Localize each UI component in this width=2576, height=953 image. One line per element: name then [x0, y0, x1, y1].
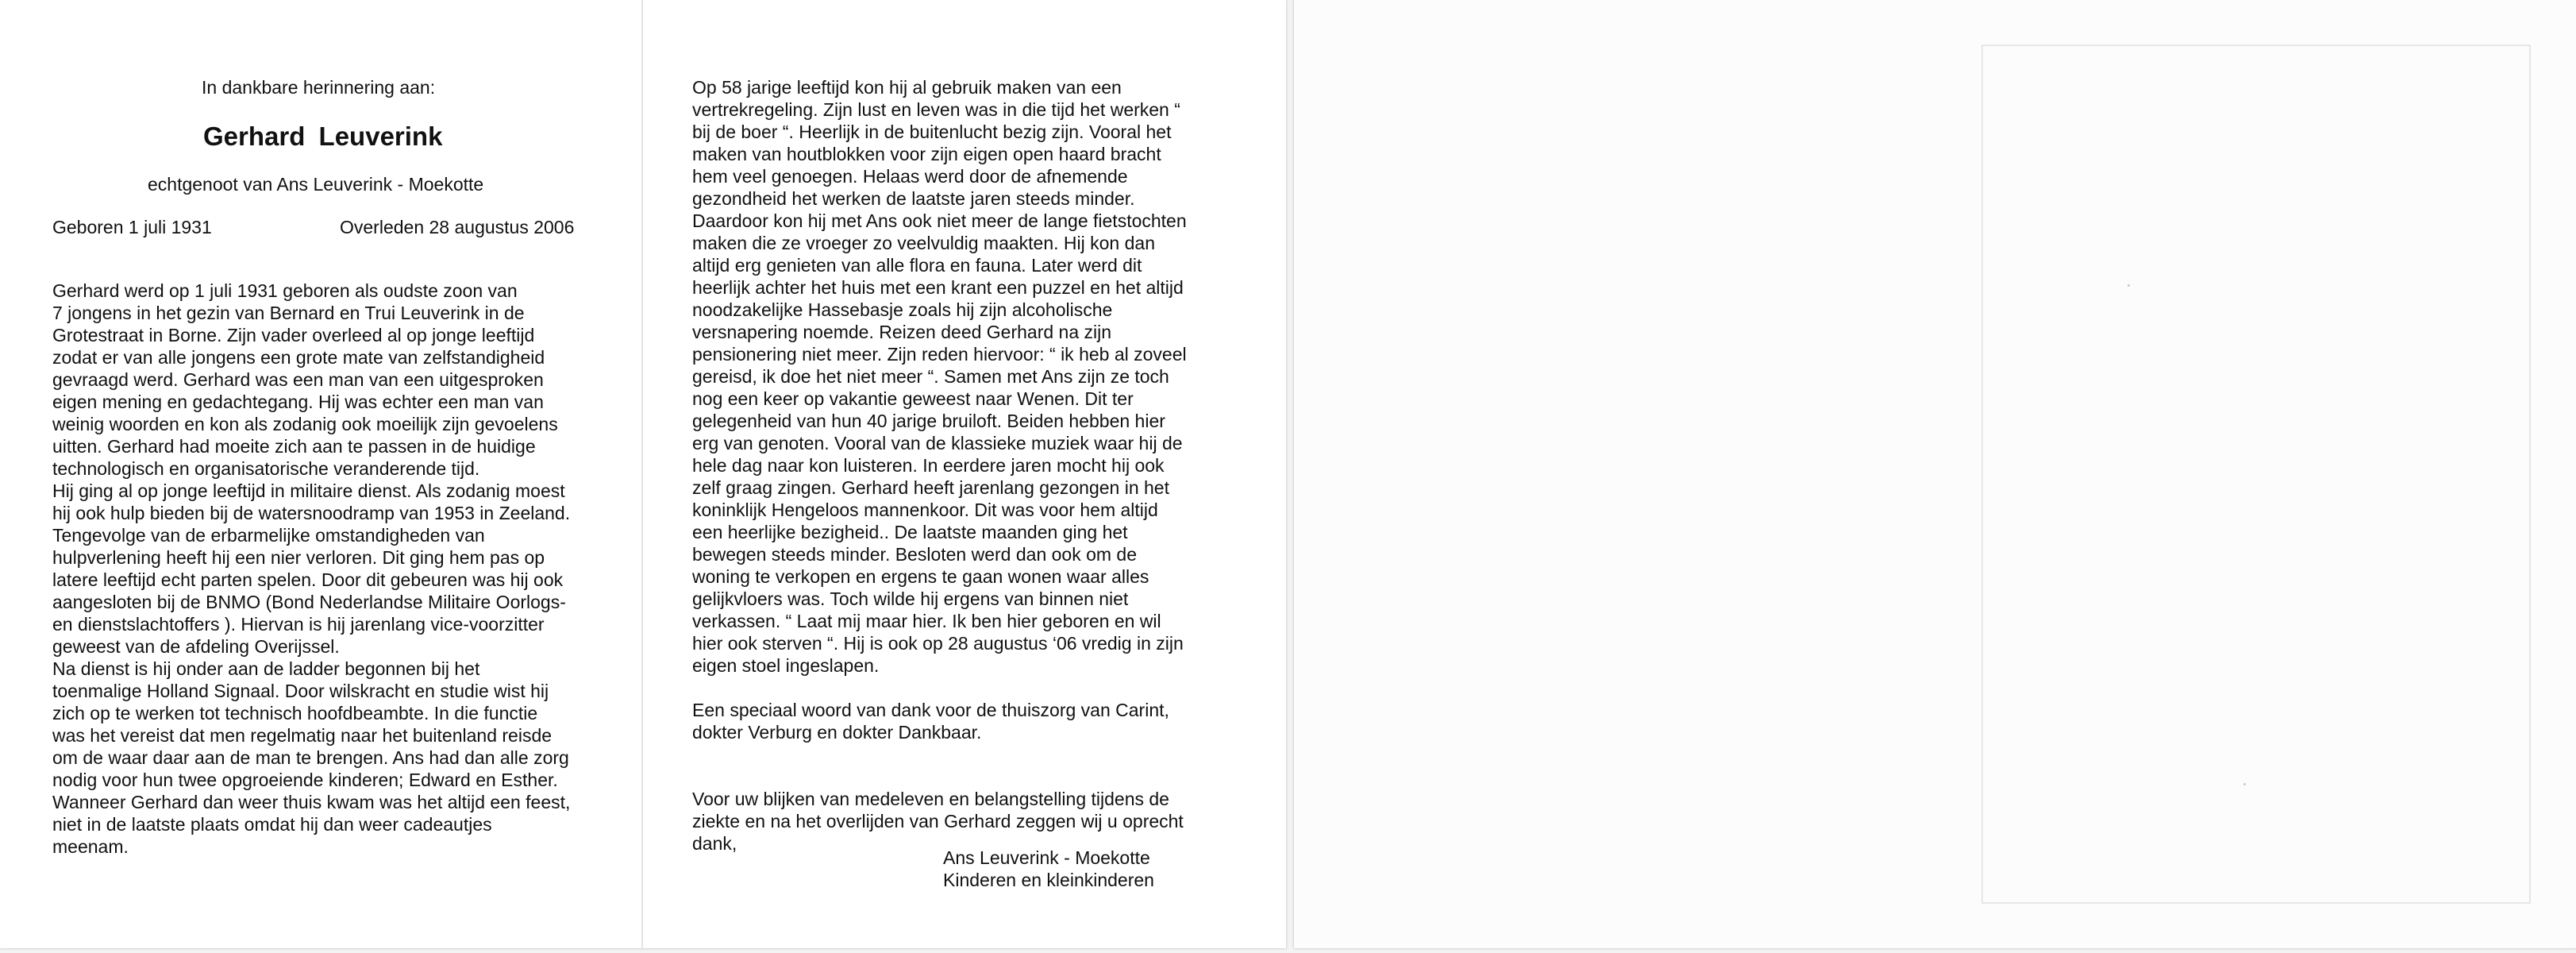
text-line: erg van genoten. Vooral van de klassieke muziek waar hij de: [692, 433, 1183, 453]
text-line: een heerlijke bezigheid.. De laatste maanden ging het: [692, 522, 1128, 542]
text-line: meenam.: [52, 836, 129, 857]
paragraph-spacer: [692, 743, 1187, 766]
paper-speck: [2243, 783, 2246, 785]
text-line: bewegen steeds minder. Besloten werd dan ook om de: [692, 544, 1138, 565]
memorial-card-photo-side: [1294, 0, 2576, 948]
deceased-name: Gerhard Leuverink: [203, 122, 443, 151]
thanks-line: dokter Verburg en dokter Dankbaar.: [692, 722, 982, 743]
text-line: niet in de laatste plaats omdat hij dan weer cadeautjes: [52, 814, 492, 835]
birth-date: Geboren 1 juli 1931: [52, 217, 212, 237]
text-line: nog een keer op vakantie geweest naar Wenen. Dit ter: [692, 388, 1134, 409]
paragraph-spacer: [692, 766, 1187, 788]
spouse-line: echtgenoot van Ans Leuverink - Moekotte: [148, 174, 484, 195]
text-line: eigen stoel ingeslapen.: [692, 655, 880, 676]
text-line: pensionering niet meer. Zijn reden hiervoor: “ ik heb al zoveel: [692, 344, 1187, 365]
text-line: hem veel genoegen. Helaas werd door de afnemende: [692, 166, 1128, 187]
text-line: altijd erg genieten van alle flora en fauna. Later werd dit: [692, 255, 1142, 276]
text-line: koninklijk Hengeloos mannenkoor. Dit was voor hem altijd: [692, 500, 1158, 520]
text-line: eigen mening en gedachtegang. Hij was echter een man van: [52, 392, 544, 412]
text-line: aangesloten bij de BNMO (Bond Nederlandse Militaire Oorlogs-: [52, 592, 566, 612]
paragraph-spacer: [692, 677, 1187, 699]
text-line: toenmalige Holland Signaal. Door wilskracht en studie wist hij: [52, 681, 549, 701]
text-line: weinig woorden en kon als zodanig ook moeilijk zijn gevoelens: [52, 414, 558, 434]
text-line: gelegenheid van hun 40 jarige bruiloft. Beiden hebben hier: [692, 411, 1165, 431]
text-line: maken van houtblokken voor zijn eigen open haard bracht: [692, 144, 1161, 164]
closing-line: dank,: [692, 833, 737, 854]
text-line: gereisd, ik doe het niet meer “. Samen met Ans zijn ze toch: [692, 366, 1169, 387]
text-line: 7 jongens in het gezin van Bernard en Trui Leuverink in de: [52, 303, 525, 323]
closing-line: Voor uw blijken van medeleven en belangstelling tijdens de: [692, 789, 1169, 809]
text-line: noodzakelijke Hassebasje zoals hij zijn alcoholische: [692, 299, 1113, 320]
text-line: latere leeftijd echt parten spelen. Door dit gebeuren was hij ook: [52, 569, 564, 590]
text-line: Daardoor kon hij met Ans ook niet meer de lange fietstochten: [692, 210, 1187, 231]
text-line: bij de boer “. Heerlijk in de buitenlucht bezig zijn. Vooral het: [692, 122, 1172, 142]
text-line: en dienstslachtoffers ). Hiervan is hij jarenlang vice-voorzitter: [52, 614, 545, 635]
text-line: woning te verkopen en ergens te gaan wonen waar alles: [692, 566, 1149, 587]
text-line: gezondheid het werken de laatste jaren steeds minder.: [692, 188, 1135, 209]
closing-line: ziekte en na het overlijden van Gerhard zeggen wij u oprecht: [692, 811, 1184, 831]
text-line: vertrekregeling. Zijn lust en leven was in die tijd het werken “: [692, 99, 1180, 120]
text-line: maken die ze vroeger zo veelvuldig maakten. Hij kon dan: [692, 233, 1155, 253]
text-line: geweest van de afdeling Overijssel.: [52, 636, 340, 657]
text-line: hulpverlening heeft hij een nier verloren. Dit ging hem pas op: [52, 547, 545, 568]
biography-right-column: [692, 76, 1187, 855]
intro-line: In dankbare herinnering aan:: [202, 77, 436, 98]
text-line: Gerhard werd op 1 juli 1931 geboren als oudste zoon van: [52, 280, 518, 301]
text-line: verkassen. “ Laat mij maar hier. Ik ben hier geboren en wil: [692, 611, 1161, 631]
signature-line: Ans Leuverink - Moekotte: [943, 847, 1150, 868]
text-line: gelijkvloers was. Toch wilde hij ergens van binnen niet: [692, 588, 1129, 609]
text-line: hij ook hulp bieden bij de watersnoodramp van 1953 in Zeeland.: [52, 503, 571, 523]
death-date: Overleden 28 augustus 2006: [340, 217, 575, 237]
text-line: Na dienst is hij onder aan de ladder begonnen bij het: [52, 658, 480, 679]
text-line: om de waar daar aan de man te brengen. Ans had dan alle zorg: [52, 747, 569, 768]
text-line: zelf graag zingen. Gerhard heeft jarenlang gezongen in het: [692, 477, 1169, 498]
card-fold-line: [641, 0, 643, 948]
text-line: Hij ging al op jonge leeftijd in militaire dienst. Als zodanig moest: [52, 480, 565, 501]
text-line: technologisch en organisatorische veranderende tijd.: [52, 458, 480, 479]
text-line: was het vereist dat men regelmatig naar het buitenland reisde: [52, 725, 553, 746]
text-line: gevraagd werd. Gerhard was een man van een uitgesproken: [52, 369, 544, 390]
paper-speck: [2127, 284, 2130, 287]
text-line: uitten. Gerhard had moeite zich aan te passen in de huidige: [52, 436, 536, 457]
signature-line: Kinderen en kleinkinderen: [943, 870, 1154, 890]
text-line: Grotestraat in Borne. Zijn vader overleed al op jonge leeftijd: [52, 325, 535, 345]
text-line: nodig voor hun twee opgroeiende kinderen; Edward en Esther.: [52, 770, 558, 790]
signature-block: [943, 847, 1154, 891]
text-line: Op 58 jarige leeftijd kon hij al gebruik maken van een: [692, 77, 1122, 98]
text-line: Wanneer Gerhard dan weer thuis kwam was het altijd een feest,: [52, 792, 571, 812]
empty-photo-frame: [1981, 44, 2531, 904]
text-line: heerlijk achter het huis met een krant een puzzel en het altijd: [692, 277, 1184, 298]
biography-left-column: [52, 280, 570, 858]
text-line: hier ook sterven “. Hij is ook op 28 augustus ‘06 vredig in zijn: [692, 633, 1184, 654]
memorial-card-text-side: [0, 0, 1286, 948]
text-line: hele dag naar kon luisteren. In eerdere jaren mocht hij ook: [692, 455, 1165, 476]
text-line: zodat er van alle jongens een grote mate van zelfstandigheid: [52, 347, 545, 368]
text-line: Tengevolge van de erbarmelijke omstandigheden van: [52, 525, 485, 546]
text-line: versnapering noemde. Reizen deed Gerhard na zijn: [692, 322, 1112, 342]
text-line: zich op te werken tot technisch hoofdbeambte. In die functie: [52, 703, 538, 723]
thanks-line: Een speciaal woord van dank voor de thuiszorg van Carint,: [692, 700, 1169, 720]
